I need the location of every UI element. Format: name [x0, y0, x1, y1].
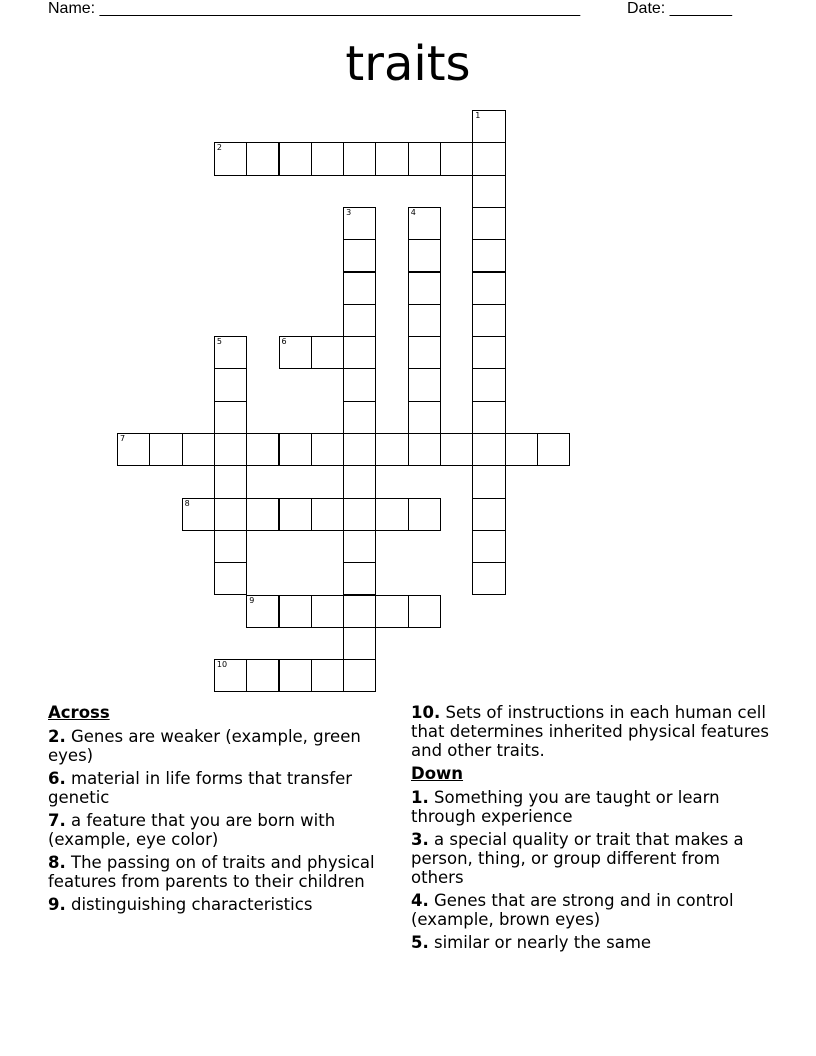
crossword-cell[interactable] [246, 433, 279, 466]
cell-number: 1 [475, 111, 481, 120]
cell-number: 6 [281, 337, 287, 347]
crossword-cell[interactable] [375, 142, 408, 175]
clue-number: 7. [48, 811, 66, 830]
crossword-cell[interactable] [440, 142, 473, 175]
clue-number: 1. [411, 788, 429, 807]
crossword-cell[interactable] [472, 272, 505, 305]
crossword-cell[interactable] [375, 433, 408, 466]
crossword-cell[interactable] [472, 530, 505, 563]
page-title: traits [345, 36, 471, 92]
cell-number: 3 [346, 207, 352, 217]
clue-number: 9. [48, 895, 66, 914]
crossword-cell[interactable] [214, 336, 247, 369]
crossword-cell[interactable] [214, 433, 247, 466]
crossword-cell[interactable] [537, 433, 570, 466]
down-clue [411, 830, 771, 887]
crossword-cell[interactable] [214, 368, 247, 401]
crossword-cell[interactable] [472, 498, 505, 531]
cell-number: 10 [216, 660, 228, 670]
crossword-cell[interactable] [505, 433, 538, 466]
clue-text: Sets of instructions in each human cell that determines inherited physical features and other traits. [411, 703, 770, 760]
crossword-cell[interactable] [182, 498, 215, 531]
crossword-cell[interactable] [472, 433, 505, 466]
across-clue [48, 727, 398, 765]
crossword-cell[interactable] [343, 272, 376, 305]
clue-text: The passing on of traits and physical features from parents to their children [48, 853, 375, 891]
down-clue [411, 933, 771, 952]
crossword-cell[interactable] [311, 498, 344, 531]
crossword-cell[interactable] [279, 336, 312, 369]
crossword-cell[interactable] [472, 304, 505, 337]
clue-text: Something you are taught or learn through experience [411, 788, 720, 826]
crossword-cell[interactable] [214, 142, 247, 175]
crossword-cell[interactable] [279, 433, 312, 466]
across-clue [411, 703, 771, 760]
crossword-cell[interactable] [343, 142, 376, 175]
crossword-cell[interactable] [343, 207, 376, 240]
crossword-cell[interactable] [246, 498, 279, 531]
crossword-cell[interactable] [343, 595, 376, 628]
across-clue [48, 895, 398, 914]
crossword-cell[interactable] [440, 433, 473, 466]
clues-left-column [48, 703, 398, 918]
crossword-cell[interactable] [279, 595, 312, 628]
crossword-cell[interactable] [472, 110, 505, 143]
crossword-cell[interactable] [214, 465, 247, 498]
clue-number: 6. [48, 769, 66, 788]
crossword-cell[interactable] [279, 142, 312, 175]
cell-number: 4 [410, 207, 416, 217]
crossword-cell[interactable] [408, 142, 441, 175]
crossword-cell[interactable] [408, 595, 441, 628]
crossword-cell[interactable] [472, 368, 505, 401]
clue-number: 5. [411, 933, 429, 952]
crossword-cell[interactable] [214, 498, 247, 531]
crossword-cell[interactable] [149, 433, 182, 466]
crossword-cell[interactable] [343, 239, 376, 272]
across-clue [48, 853, 398, 891]
crossword-cell[interactable] [472, 175, 505, 208]
crossword-cell[interactable] [182, 433, 215, 466]
cell-number: 5 [216, 337, 222, 347]
crossword-cell[interactable] [408, 498, 441, 531]
crossword-cell[interactable] [311, 659, 344, 692]
crossword-cell[interactable] [472, 239, 505, 272]
clue-text: Genes that are strong and in control (example, brown eyes) [411, 891, 734, 929]
date-field-label: Date: _______ [627, 0, 732, 17]
clue-text: a feature that you are born with (example, eye color) [48, 811, 336, 849]
crossword-cell[interactable] [343, 336, 376, 369]
crossword-cell[interactable] [472, 562, 505, 595]
crossword-cell[interactable] [408, 433, 441, 466]
crossword-cell[interactable] [343, 498, 376, 531]
crossword-cell[interactable] [246, 595, 279, 628]
crossword-cell[interactable] [343, 368, 376, 401]
across-clue [48, 769, 398, 807]
down-clue [411, 891, 771, 929]
crossword-cell[interactable] [472, 336, 505, 369]
clue-text: distinguishing characteristics [71, 895, 313, 914]
crossword-cell[interactable] [408, 272, 441, 305]
crossword-cell[interactable] [343, 465, 376, 498]
cell-number: 8 [184, 498, 190, 508]
crossword-cell[interactable] [375, 595, 408, 628]
down-heading: Down [411, 764, 464, 783]
crossword-cell[interactable] [117, 433, 150, 466]
crossword-cell[interactable] [343, 627, 376, 660]
down-clue [411, 788, 771, 826]
crossword-cell[interactable] [408, 368, 441, 401]
crossword-cell[interactable] [214, 659, 247, 692]
crossword-cell[interactable] [472, 207, 505, 240]
clue-number: 2. [48, 727, 66, 746]
across-heading: Across [48, 703, 110, 722]
crossword-cell[interactable] [408, 401, 441, 434]
crossword-cell[interactable] [311, 595, 344, 628]
crossword-cell[interactable] [246, 142, 279, 175]
crossword-cell[interactable] [375, 498, 408, 531]
cell-number: 7 [120, 434, 126, 443]
crossword-cell[interactable] [311, 433, 344, 466]
name-field-label: Name: ______________________________________________________ [48, 0, 581, 17]
clue-text: Genes are weaker (example, green eyes) [48, 727, 361, 765]
crossword-cell[interactable] [279, 659, 312, 692]
crossword-cell[interactable] [408, 239, 441, 272]
crossword-cell[interactable] [343, 530, 376, 563]
crossword-cell[interactable] [214, 401, 247, 434]
crossword-cell[interactable] [343, 304, 376, 337]
crossword-cell[interactable] [408, 207, 441, 240]
clue-text: material in life forms that transfer genetic [48, 769, 352, 807]
crossword-cell[interactable] [408, 304, 441, 337]
crossword-cell[interactable] [343, 433, 376, 466]
crossword-cell[interactable] [472, 401, 505, 434]
crossword-cell[interactable] [279, 498, 312, 531]
cell-number: 2 [216, 143, 222, 153]
crossword-cell[interactable] [343, 562, 376, 595]
crossword-cell[interactable] [214, 530, 247, 563]
crossword-cell[interactable] [214, 562, 247, 595]
cell-number: 9 [249, 595, 255, 605]
clue-text: a special quality or trait that makes a person, thing, or group different from others [411, 830, 744, 887]
crossword-cell[interactable] [472, 465, 505, 498]
clue-number: 8. [48, 853, 66, 872]
crossword-cell[interactable] [472, 142, 505, 175]
crossword-cell[interactable] [311, 336, 344, 369]
crossword-cell[interactable] [311, 142, 344, 175]
crossword-cell[interactable] [246, 659, 279, 692]
crossword-cell[interactable] [408, 336, 441, 369]
clue-number: 3. [411, 830, 429, 849]
crossword-cell[interactable] [343, 401, 376, 434]
clue-number: 10. [411, 703, 441, 722]
clue-text: similar or nearly the same [434, 933, 652, 952]
clue-number: 4. [411, 891, 429, 910]
across-clue [48, 811, 398, 849]
clues-right-column [411, 703, 771, 956]
crossword-cell[interactable] [343, 659, 376, 692]
